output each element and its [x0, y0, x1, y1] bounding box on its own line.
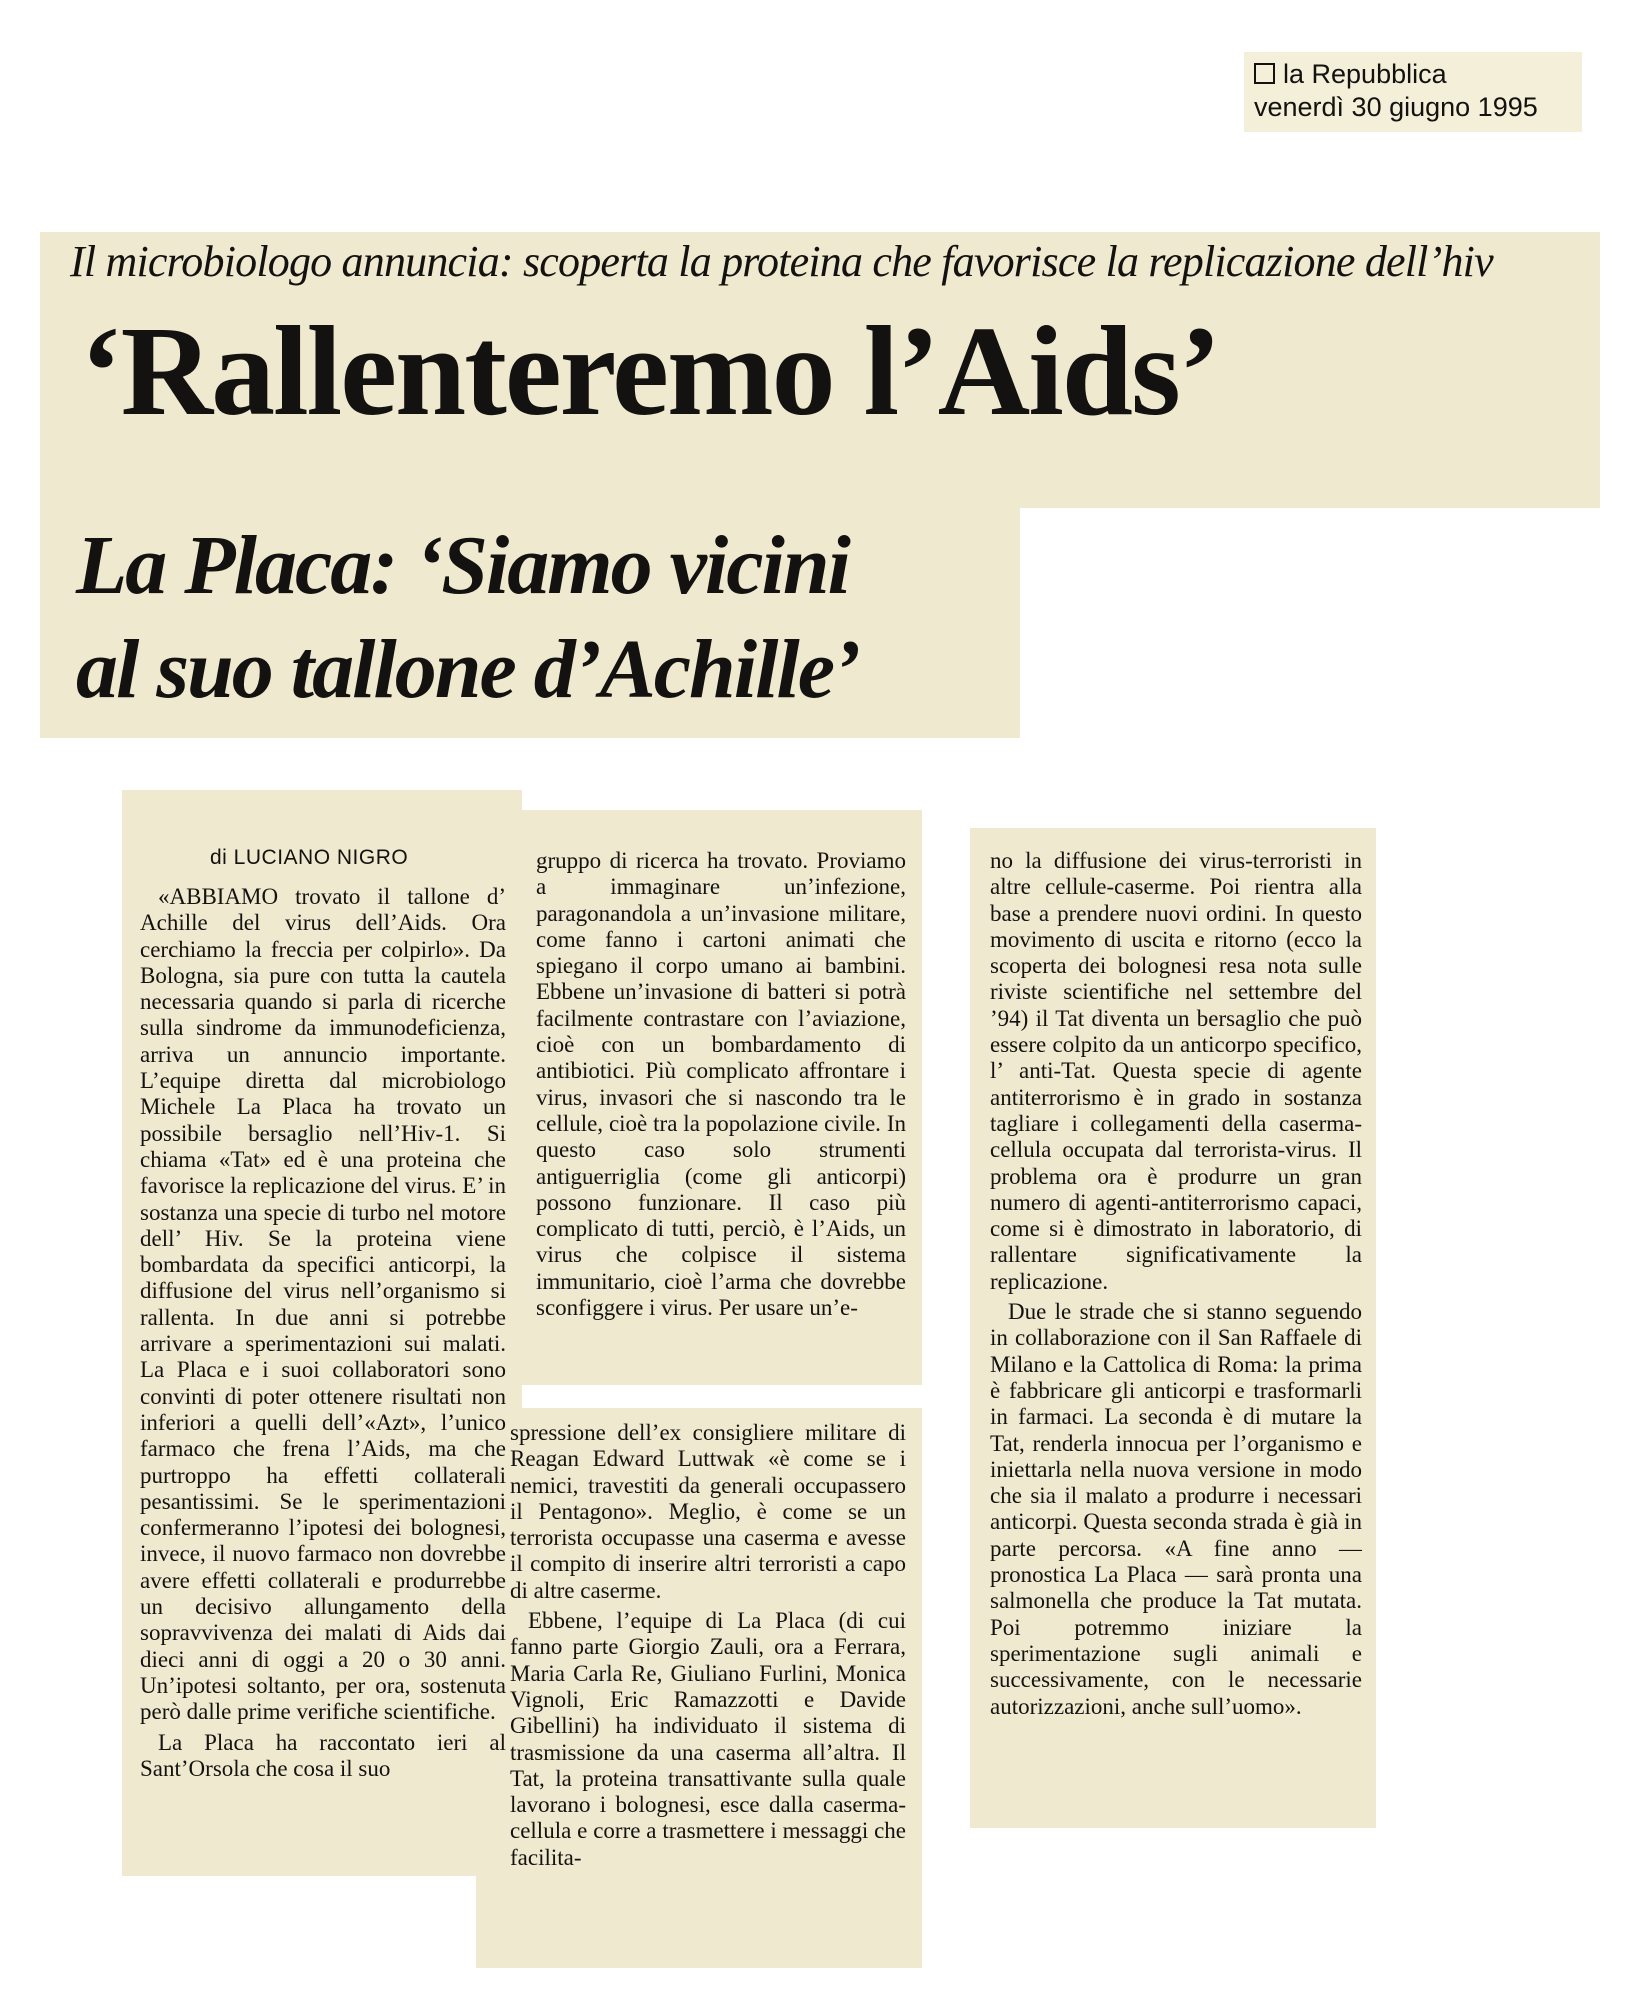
paragraph: gruppo di ricerca ha trovato. Proviamo a immaginare un’infezione, paragonandola a un’invasione militare, come fanno i cartoni animati che spiegano il corpo umano ai bambini. Ebbene un’invasione di batteri si potrà facilmente contrastare con l’aviazione, cioè con un bombardamento di antibiotici. Più complicato affrontare i virus, invasori che si nascondo tra le cellule, cioè tra la popolazione civile. In questo caso solo strumenti antiguerriglia (come gli anticorpi) possono funzionare. Il caso più complicato di tutti, perciò, è l’Aids, un virus che colpisce il sistema immunitario, cioè l’arma che dovrebbe sconfiggere i virus. Per usare un’e- — [536, 848, 906, 1321]
publication-date: venerdì 30 giugno 1995 — [1254, 92, 1538, 122]
byline: di LUCIANO NIGRO — [210, 846, 409, 869]
paragraph: no la diffusione dei virus-terroristi in altre cellule-caserme. Poi rientra alla base a prendere nuovi ordini. In questo movimento di uscita e ritorno (ecco la scoperta dei bolognesi resa nota sulle riviste scientifiche nel settembre del ’94) il Tat diventa un bersaglio che può essere colpito da un anticorpo specifico, l’ anti-Tat. Questa specie di agente antiterrorismo è in grado in sostanza tagliare i collegamenti della caserma-cellula occupata dal terrorista-virus. Il problema ora è produrre un gran numero di agenti-antiterrorismo capaci, come si è dimostrato in laboratorio, di rallentare significativamente la replicazione. — [990, 848, 1362, 1294]
kicker: Il microbiologo annuncia: scoperta la proteina che favorisce la replicazione dell’hiv — [70, 237, 1493, 286]
article-column-2-bottom — [510, 1420, 906, 1960]
main-title: ‘Rallenteremo l’Aids’ — [80, 300, 1220, 442]
article-column-2-top — [536, 848, 906, 1376]
article-column-3 — [990, 848, 1362, 1823]
subtitle-line-2: al suo tallone d’Achille’ — [76, 623, 860, 716]
paragraph: La Placa ha raccontato ieri al Sant’Orsola che cosa il suo — [140, 1729, 506, 1781]
article-column-1 — [140, 884, 506, 1864]
paragraph: Due le strade che si stanno seguendo in collaborazione con il San Raffaele di Milano e la Cattolica di Roma: la prima è fabbricare gli anticorpi e trasformarli in farmaci. La seconda è di mutare la Tat, renderla innocua per l’organismo e iniettarla nella nuova versione in modo che sia il malato a produrre i necessari anticorpi. Questa seconda strada è già in parte percorsa. «A fine anno — pronostica La Placa — sarà pronta una salmonella che produce la Tat mutata. Poi potremmo iniziare la sperimentazione sugli animali e successivamente, con le necessarie autorizzazioni, anche sull’uomo». — [990, 1299, 1362, 1719]
subtitle-line-1: La Placa: ‘Siamo vicini — [76, 519, 849, 612]
paragraph: spressione dell’ex consigliere militare di Reagan Edward Luttwak «è come se i nemici, travestiti da generali occupassero il Pentagono». Meglio, è come se un terrorista occupasse una caserma e avesse il compito di inserire altri terroristi a capo di altre caserme. — [510, 1420, 906, 1603]
paragraph: Ebbene, l’equipe di La Placa (di cui fanno parte Giorgio Zauli, ora a Ferrara, Maria Carla Re, Giuliano Furlini, Monica Vignoli, Eric Ramazzotti e Davide Gibellini) ha individuato il sistema di trasmissione da una caserma all’altra. Il Tat, la proteina transattivante sulla quale lavorano i bolognesi, esce dalla caserma-cellula e corre a trasmettere i messaggi che facilita- — [510, 1608, 906, 1870]
checkbox-icon — [1254, 63, 1275, 84]
newspaper-name: la Repubblica — [1254, 58, 1572, 91]
paragraph: «ABBIAMO trovato il tallone d’ Achille del virus dell’Aids. Ora cerchiamo la freccia per colpirlo». Da Bologna, sia pure con tutta la cautela necessaria quando si parla di ricerche sulla sindrome da immunodeficienza, arriva un annuncio importante. L’equipe diretta dal microbiologo Michele La Placa ha trovato un possibile bersaglio nell’Hiv-1. Si chiama «Tat» ed è una proteina che favorisce la replicazione del virus. E’ in sostanza una specie di turbo nel motore dell’ Hiv. Se la proteina viene bombardata da specifici anticorpi, la diffusione del virus nell’organismo si rallenta. In due anni si potrebbe arrivare a sperimentazioni sui malati. La Placa e i suoi collaboratori sono convinti di poter ottenere risultati non inferiori a quelli dell’«Azt», l’unico farmaco che frena l’Aids, ma che purtroppo ha effetti collaterali pesantissimi. Se le sperimentazioni confermeranno l’ipotesi dei bolognesi, invece, il nuovo farmaco non dovrebbe avere effetti collaterali e produrrebbe un decisivo allungamento della sopravvivenza dei malati di Aids dai dieci anni di oggi a 20 o 30 anni. Un’ipotesi soltanto, per ora, sostenuta però dalle prime verifiche scientifiche. — [140, 884, 506, 1725]
source-label — [1244, 52, 1582, 132]
subtitle — [76, 514, 1006, 722]
